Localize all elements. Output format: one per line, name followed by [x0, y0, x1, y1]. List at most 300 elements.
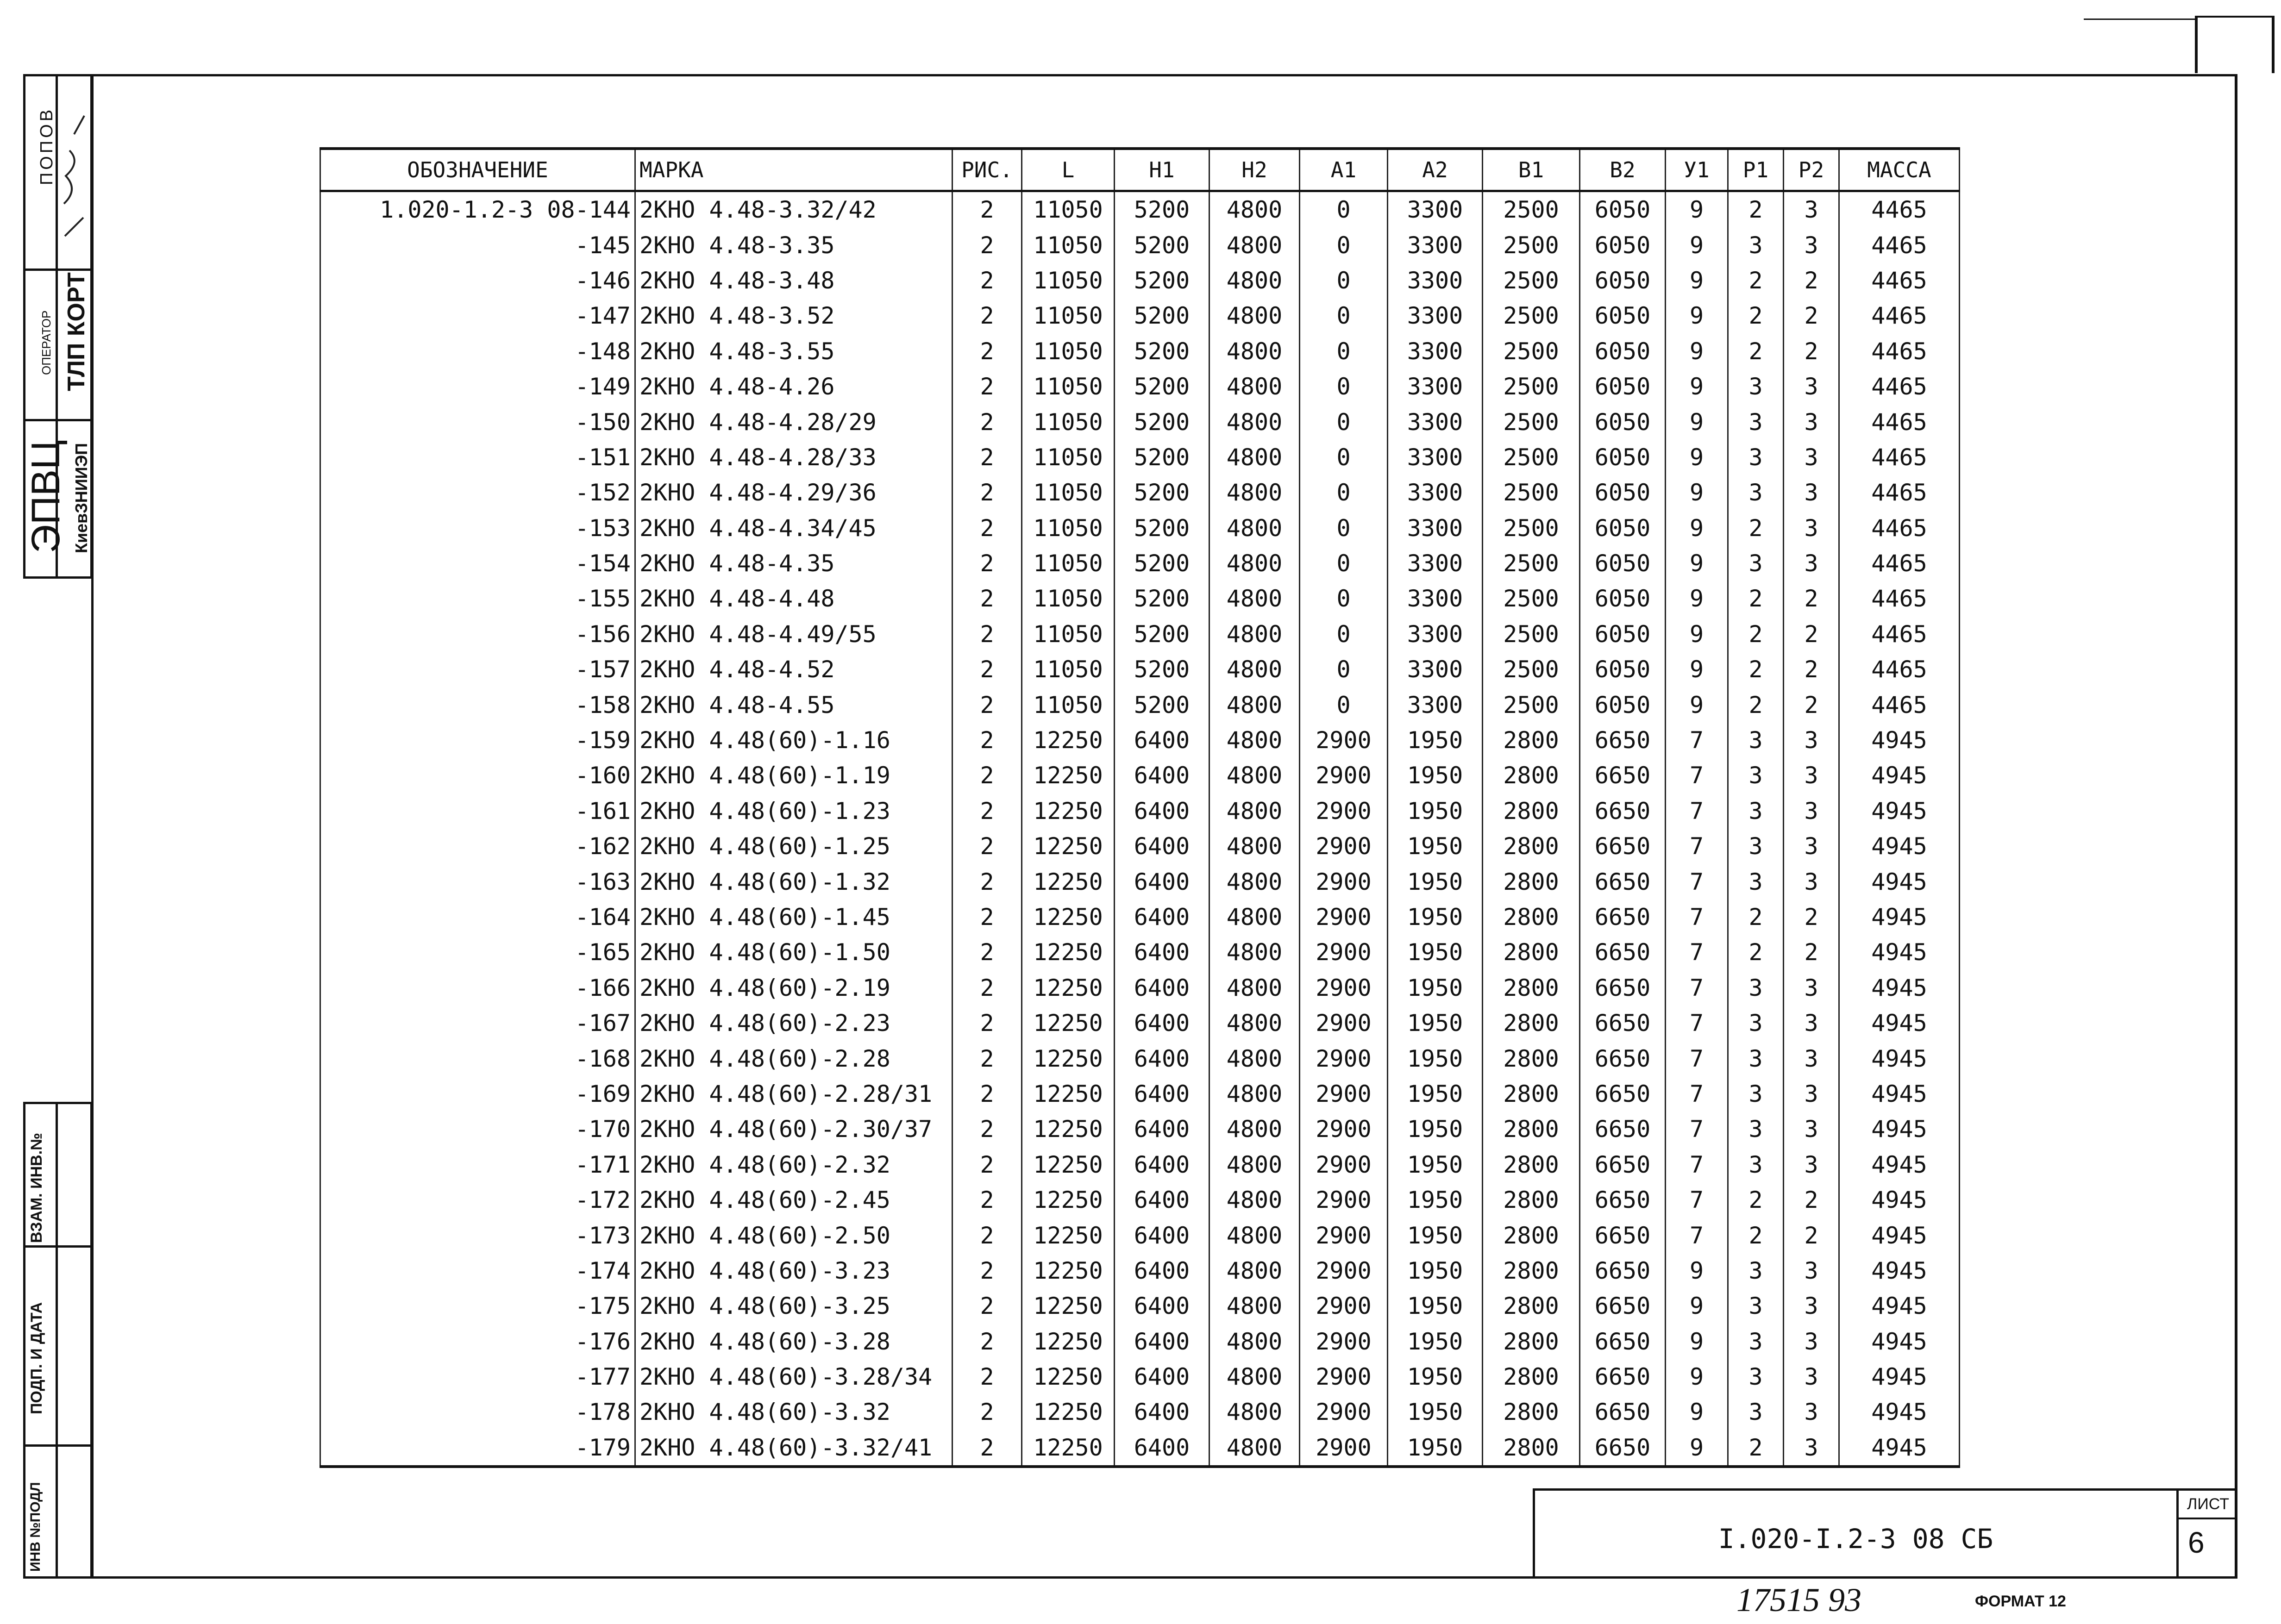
cell-h1: 6400: [1115, 723, 1209, 758]
cell-fig: 2: [953, 1076, 1022, 1112]
cell-p2: 3: [1784, 1430, 1839, 1467]
cell-a1: 2900: [1300, 1253, 1388, 1288]
cell-p2: 3: [1784, 723, 1839, 758]
cell-mass: 4945: [1839, 1430, 1960, 1467]
cell-u1: 7: [1666, 829, 1728, 864]
cell-p1: 3: [1728, 1324, 1784, 1359]
cell-u1: 7: [1666, 935, 1728, 970]
cell-mass: 4945: [1839, 1253, 1960, 1288]
cell-b1: 2800: [1483, 1112, 1580, 1147]
table-row: [320, 440, 1960, 475]
column-header-mass: МАССА: [1839, 149, 1960, 191]
cell-a1: 2900: [1300, 1147, 1388, 1182]
format-label: ФОРМАТ 12: [1975, 1593, 2066, 1610]
cell-p1: 3: [1728, 440, 1784, 475]
table-row: [320, 723, 1960, 758]
cell-designation: -168: [320, 1041, 635, 1076]
cell-fig: 2: [953, 617, 1022, 652]
cell-designation: -166: [320, 970, 635, 1006]
cell-b2: 6650: [1580, 1112, 1666, 1147]
cell-b2: 6050: [1580, 227, 1666, 262]
cell-l: 12250: [1022, 793, 1115, 829]
cell-h1: 5200: [1115, 652, 1209, 687]
cell-h1: 6400: [1115, 1288, 1209, 1324]
cell-p2: 3: [1784, 1394, 1839, 1430]
cell-h2: 4800: [1209, 1394, 1300, 1430]
cell-l: 11050: [1022, 334, 1115, 369]
cell-b2: 6050: [1580, 404, 1666, 439]
stamp-org-main: ЭПВЦ: [24, 440, 68, 553]
cell-mark: 2КНО 4.48-4.29/36: [635, 475, 953, 510]
cell-fig: 2: [953, 298, 1022, 333]
table-row: [320, 652, 1960, 687]
stamp-divider: [23, 1444, 93, 1447]
cell-mass: 4465: [1839, 475, 1960, 510]
cell-b1: 2800: [1483, 1288, 1580, 1324]
cell-h1: 5200: [1115, 334, 1209, 369]
cell-a2: 1950: [1388, 1112, 1483, 1147]
cell-p1: 2: [1728, 1218, 1784, 1253]
cell-a1: 2900: [1300, 864, 1388, 899]
cell-mark: 2КНО 4.48-3.32/42: [635, 191, 953, 228]
cell-h1: 5200: [1115, 546, 1209, 581]
cell-b1: 2500: [1483, 652, 1580, 687]
cell-b1: 2800: [1483, 1006, 1580, 1041]
cell-p1: 2: [1728, 935, 1784, 970]
cell-h1: 6400: [1115, 1218, 1209, 1253]
cell-l: 12250: [1022, 1147, 1115, 1182]
cell-designation: -164: [320, 899, 635, 935]
cell-h2: 4800: [1209, 899, 1300, 935]
cell-h2: 4800: [1209, 440, 1300, 475]
cell-u1: 9: [1666, 227, 1728, 262]
cell-p2: 2: [1784, 298, 1839, 333]
cell-fig: 2: [953, 1288, 1022, 1324]
cell-mass: 4945: [1839, 1006, 1960, 1041]
cell-h1: 6400: [1115, 1394, 1209, 1430]
table-row: [320, 1218, 1960, 1253]
cell-b1: 2500: [1483, 617, 1580, 652]
column-header-a1: A1: [1300, 149, 1388, 191]
cell-a2: 3300: [1388, 227, 1483, 262]
cell-designation: -170: [320, 1112, 635, 1147]
cell-b1: 2500: [1483, 440, 1580, 475]
cell-a1: 0: [1300, 298, 1388, 333]
cell-mass: 4465: [1839, 546, 1960, 581]
cell-p1: 2: [1728, 687, 1784, 722]
cell-p2: 2: [1784, 1218, 1839, 1253]
cell-p2: 3: [1784, 1076, 1839, 1112]
cell-p1: 3: [1728, 475, 1784, 510]
table-row: [320, 511, 1960, 546]
cell-mass: 4465: [1839, 298, 1960, 333]
cell-l: 12250: [1022, 1253, 1115, 1288]
cell-u1: 9: [1666, 263, 1728, 298]
cell-h2: 4800: [1209, 1430, 1300, 1467]
cell-mass: 4945: [1839, 1076, 1960, 1112]
cell-designation: -161: [320, 793, 635, 829]
cell-a1: 2900: [1300, 1076, 1388, 1112]
cell-mass: 4945: [1839, 1041, 1960, 1076]
cell-fig: 2: [953, 864, 1022, 899]
cell-u1: 9: [1666, 511, 1728, 546]
table-row: [320, 581, 1960, 616]
cell-mass: 4945: [1839, 1147, 1960, 1182]
cell-mass: 4465: [1839, 440, 1960, 475]
column-header-p2: P2: [1784, 149, 1839, 191]
cell-l: 12250: [1022, 1006, 1115, 1041]
cell-a2: 1950: [1388, 935, 1483, 970]
cell-b2: 6650: [1580, 1359, 1666, 1394]
cell-b1: 2500: [1483, 404, 1580, 439]
cell-b1: 2500: [1483, 191, 1580, 228]
cell-b2: 6050: [1580, 511, 1666, 546]
cell-b1: 2800: [1483, 723, 1580, 758]
cell-designation: -155: [320, 581, 635, 616]
cell-p1: 2: [1728, 298, 1784, 333]
cell-mark: 2КНО 4.48-4.34/45: [635, 511, 953, 546]
cell-p2: 2: [1784, 899, 1839, 935]
table-row: [320, 404, 1960, 439]
cell-designation: -163: [320, 864, 635, 899]
cell-mark: 2КНО 4.48(60)-1.32: [635, 864, 953, 899]
cell-b1: 2800: [1483, 970, 1580, 1006]
cell-a2: 1950: [1388, 723, 1483, 758]
cell-b1: 2800: [1483, 1430, 1580, 1467]
cell-a2: 3300: [1388, 511, 1483, 546]
cell-a1: 0: [1300, 511, 1388, 546]
cell-a1: 2900: [1300, 1112, 1388, 1147]
table-row: [320, 1112, 1960, 1147]
cell-mass: 4945: [1839, 758, 1960, 793]
cell-b2: 6650: [1580, 1076, 1666, 1112]
table-row: [320, 1430, 1960, 1467]
cell-h2: 4800: [1209, 369, 1300, 404]
cell-u1: 7: [1666, 864, 1728, 899]
cell-a2: 1950: [1388, 1182, 1483, 1218]
cell-u1: 9: [1666, 1253, 1728, 1288]
cell-a2: 1950: [1388, 1041, 1483, 1076]
cell-mass: 4465: [1839, 687, 1960, 722]
cell-b2: 6650: [1580, 1288, 1666, 1324]
cell-l: 12250: [1022, 1041, 1115, 1076]
cell-a1: 2900: [1300, 1430, 1388, 1467]
cell-b1: 2800: [1483, 864, 1580, 899]
cell-h2: 4800: [1209, 404, 1300, 439]
cell-a1: 2900: [1300, 970, 1388, 1006]
cell-h1: 6400: [1115, 1182, 1209, 1218]
cell-designation: -178: [320, 1394, 635, 1430]
column-header-a2: A2: [1388, 149, 1483, 191]
cell-b2: 6050: [1580, 191, 1666, 228]
cell-b1: 2500: [1483, 687, 1580, 722]
stamp-divider: [56, 1102, 93, 1579]
cell-b1: 2800: [1483, 829, 1580, 864]
column-header-l: L: [1022, 149, 1115, 191]
cell-a2: 1950: [1388, 1253, 1483, 1288]
cell-u1: 7: [1666, 1041, 1728, 1076]
cell-mass: 4465: [1839, 263, 1960, 298]
cell-a2: 3300: [1388, 298, 1483, 333]
column-header-b2: B2: [1580, 149, 1666, 191]
cell-p1: 3: [1728, 1112, 1784, 1147]
cell-mass: 4465: [1839, 369, 1960, 404]
cell-h2: 4800: [1209, 687, 1300, 722]
cell-h2: 4800: [1209, 829, 1300, 864]
table-row: [320, 334, 1960, 369]
cell-h1: 5200: [1115, 440, 1209, 475]
table-row: [320, 758, 1960, 793]
cell-fig: 2: [953, 334, 1022, 369]
cell-mark: 2КНО 4.48(60)-2.23: [635, 1006, 953, 1041]
cell-mark: 2КНО 4.48(60)-3.28/34: [635, 1359, 953, 1394]
cell-b2: 6050: [1580, 334, 1666, 369]
cell-p2: 2: [1784, 263, 1839, 298]
table-row: [320, 1182, 1960, 1218]
cell-fig: 2: [953, 1182, 1022, 1218]
cell-p1: 3: [1728, 723, 1784, 758]
stamp-operator-label: ОПЕРАТОР: [39, 310, 53, 375]
cell-mass: 4465: [1839, 581, 1960, 616]
cell-h1: 6400: [1115, 899, 1209, 935]
cell-mark: 2КНО 4.48(60)-1.25: [635, 829, 953, 864]
cell-l: 11050: [1022, 652, 1115, 687]
cell-p1: 3: [1728, 227, 1784, 262]
cell-h2: 4800: [1209, 1218, 1300, 1253]
cell-a1: 0: [1300, 191, 1388, 228]
archive-number: 17515 93: [1736, 1581, 1861, 1618]
cell-fig: 2: [953, 475, 1022, 510]
cell-p2: 3: [1784, 970, 1839, 1006]
cell-h2: 4800: [1209, 793, 1300, 829]
cell-fig: 2: [953, 1112, 1022, 1147]
cell-designation: -158: [320, 687, 635, 722]
cell-designation: -172: [320, 1182, 635, 1218]
cell-a2: 1950: [1388, 829, 1483, 864]
cell-a1: 2900: [1300, 758, 1388, 793]
cell-h2: 4800: [1209, 1288, 1300, 1324]
document-code: I.020-I.2-3 08 СБ: [1718, 1523, 1993, 1555]
cell-h2: 4800: [1209, 227, 1300, 262]
cell-h1: 6400: [1115, 1112, 1209, 1147]
cell-b1: 2800: [1483, 1394, 1580, 1430]
cell-l: 12250: [1022, 899, 1115, 935]
cell-mass: 4945: [1839, 935, 1960, 970]
cell-l: 12250: [1022, 829, 1115, 864]
cell-a2: 3300: [1388, 687, 1483, 722]
column-header-b1: B1: [1483, 149, 1580, 191]
cell-a1: 0: [1300, 334, 1388, 369]
cell-a1: 2900: [1300, 935, 1388, 970]
cell-u1: 7: [1666, 1006, 1728, 1041]
cell-p1: 3: [1728, 1359, 1784, 1394]
cell-fig: 2: [953, 369, 1022, 404]
cell-h1: 5200: [1115, 263, 1209, 298]
cell-h2: 4800: [1209, 1147, 1300, 1182]
cell-mass: 4465: [1839, 191, 1960, 228]
cell-b2: 6050: [1580, 298, 1666, 333]
cell-mass: 4945: [1839, 1394, 1960, 1430]
cell-l: 11050: [1022, 546, 1115, 581]
cell-mass: 4945: [1839, 829, 1960, 864]
cell-b1: 2500: [1483, 369, 1580, 404]
cell-p1: 3: [1728, 404, 1784, 439]
cell-designation: -177: [320, 1359, 635, 1394]
cell-b1: 2800: [1483, 1076, 1580, 1112]
stamp-divider: [23, 419, 93, 421]
cell-mark: 2КНО 4.48(60)-1.23: [635, 793, 953, 829]
stamp-org-sub: КиевЗНИИЭП: [72, 443, 91, 553]
table-row: [320, 369, 1960, 404]
cell-mass: 4945: [1839, 899, 1960, 935]
table-row: [320, 227, 1960, 262]
stamp-divider: [23, 1245, 93, 1248]
cell-p2: 3: [1784, 369, 1839, 404]
cell-a1: 2900: [1300, 1324, 1388, 1359]
cell-b1: 2800: [1483, 935, 1580, 970]
cell-b2: 6650: [1580, 970, 1666, 1006]
cell-b1: 2800: [1483, 758, 1580, 793]
cell-b1: 2500: [1483, 263, 1580, 298]
cell-fig: 2: [953, 899, 1022, 935]
cell-b2: 6650: [1580, 1006, 1666, 1041]
cell-mark: 2КНО 4.48(60)-1.19: [635, 758, 953, 793]
cell-h2: 4800: [1209, 758, 1300, 793]
table-row: [320, 1147, 1960, 1182]
cell-p2: 3: [1784, 1359, 1839, 1394]
cell-a1: 0: [1300, 404, 1388, 439]
cell-h2: 4800: [1209, 581, 1300, 616]
table-row: [320, 970, 1960, 1006]
sheet-box: [2176, 1488, 2237, 1576]
cell-l: 12250: [1022, 1288, 1115, 1324]
cell-designation: -169: [320, 1076, 635, 1112]
cell-h2: 4800: [1209, 475, 1300, 510]
cell-b2: 6650: [1580, 1324, 1666, 1359]
cell-l: 12250: [1022, 1218, 1115, 1253]
cell-designation: -154: [320, 546, 635, 581]
cell-l: 12250: [1022, 1359, 1115, 1394]
cell-a2: 3300: [1388, 334, 1483, 369]
cell-mass: 4945: [1839, 1112, 1960, 1147]
cell-a1: 0: [1300, 581, 1388, 616]
cell-a1: 0: [1300, 440, 1388, 475]
cell-fig: 2: [953, 1253, 1022, 1288]
cell-a1: 2900: [1300, 1394, 1388, 1430]
cell-u1: 9: [1666, 1359, 1728, 1394]
cell-h1: 6400: [1115, 864, 1209, 899]
cell-h1: 6400: [1115, 758, 1209, 793]
cell-a1: 0: [1300, 227, 1388, 262]
cell-b2: 6050: [1580, 369, 1666, 404]
cell-mark: 2КНО 4.48-3.35: [635, 227, 953, 262]
cell-p1: 2: [1728, 899, 1784, 935]
cell-h1: 5200: [1115, 227, 1209, 262]
cell-b1: 2500: [1483, 511, 1580, 546]
cell-p2: 3: [1784, 864, 1839, 899]
cell-p1: 2: [1728, 511, 1784, 546]
cell-a2: 3300: [1388, 617, 1483, 652]
cell-h1: 6400: [1115, 1430, 1209, 1467]
cell-fig: 2: [953, 1041, 1022, 1076]
cell-l: 11050: [1022, 687, 1115, 722]
cell-mark: 2КНО 4.48(60)-2.28: [635, 1041, 953, 1076]
cell-fig: 2: [953, 511, 1022, 546]
table-row: [320, 191, 1960, 228]
cell-a2: 1950: [1388, 1324, 1483, 1359]
cell-u1: 9: [1666, 334, 1728, 369]
column-header-u1: У1: [1666, 149, 1728, 191]
cell-a1: 2900: [1300, 1359, 1388, 1394]
cell-a1: 2900: [1300, 899, 1388, 935]
cell-p1: 2: [1728, 652, 1784, 687]
cell-mass: 4465: [1839, 404, 1960, 439]
cell-a1: 0: [1300, 369, 1388, 404]
cell-mark: 2КНО 4.48-4.52: [635, 652, 953, 687]
cell-a2: 3300: [1388, 652, 1483, 687]
table-header-row: [320, 149, 1960, 191]
column-header-p1: P1: [1728, 149, 1784, 191]
cell-mass: 4465: [1839, 652, 1960, 687]
cell-h1: 6400: [1115, 793, 1209, 829]
cell-mass: 4465: [1839, 227, 1960, 262]
cell-p2: 3: [1784, 1288, 1839, 1324]
cell-h1: 5200: [1115, 687, 1209, 722]
cell-fig: 2: [953, 581, 1022, 616]
cell-mass: 4465: [1839, 511, 1960, 546]
cell-b1: 2500: [1483, 581, 1580, 616]
cell-u1: 9: [1666, 1430, 1728, 1467]
cell-p2: 3: [1784, 404, 1839, 439]
cell-designation: -153: [320, 511, 635, 546]
cell-h2: 4800: [1209, 935, 1300, 970]
cell-fig: 2: [953, 935, 1022, 970]
cell-u1: 9: [1666, 475, 1728, 510]
cell-p2: 3: [1784, 227, 1839, 262]
cell-u1: 7: [1666, 1182, 1728, 1218]
cell-designation: -148: [320, 334, 635, 369]
stamp-operator-name: ТЛП КОРТ: [63, 272, 90, 391]
cell-h2: 4800: [1209, 1006, 1300, 1041]
stamp-popov: ПОПОВ: [37, 106, 56, 185]
cell-l: 12250: [1022, 1112, 1115, 1147]
cell-u1: 9: [1666, 1288, 1728, 1324]
cell-a1: 2900: [1300, 1218, 1388, 1253]
cell-p1: 3: [1728, 369, 1784, 404]
cell-b1: 2500: [1483, 227, 1580, 262]
cell-fig: 2: [953, 227, 1022, 262]
cell-b2: 6050: [1580, 652, 1666, 687]
column-header-h2: H2: [1209, 149, 1300, 191]
cell-l: 12250: [1022, 1324, 1115, 1359]
stamp-divider: [23, 269, 93, 271]
cell-b2: 6650: [1580, 723, 1666, 758]
cell-u1: 9: [1666, 1394, 1728, 1430]
cell-b2: 6650: [1580, 1182, 1666, 1218]
cell-p2: 2: [1784, 1182, 1839, 1218]
cell-mark: 2КНО 4.48(60)-3.28: [635, 1324, 953, 1359]
cell-a2: 3300: [1388, 191, 1483, 228]
cell-h2: 4800: [1209, 1359, 1300, 1394]
cell-a2: 1950: [1388, 1288, 1483, 1324]
cell-a2: 1950: [1388, 970, 1483, 1006]
cell-p2: 2: [1784, 652, 1839, 687]
cell-p2: 3: [1784, 475, 1839, 510]
cell-u1: 9: [1666, 369, 1728, 404]
cell-fig: 2: [953, 263, 1022, 298]
cell-a1: 0: [1300, 617, 1388, 652]
cell-a1: 0: [1300, 263, 1388, 298]
